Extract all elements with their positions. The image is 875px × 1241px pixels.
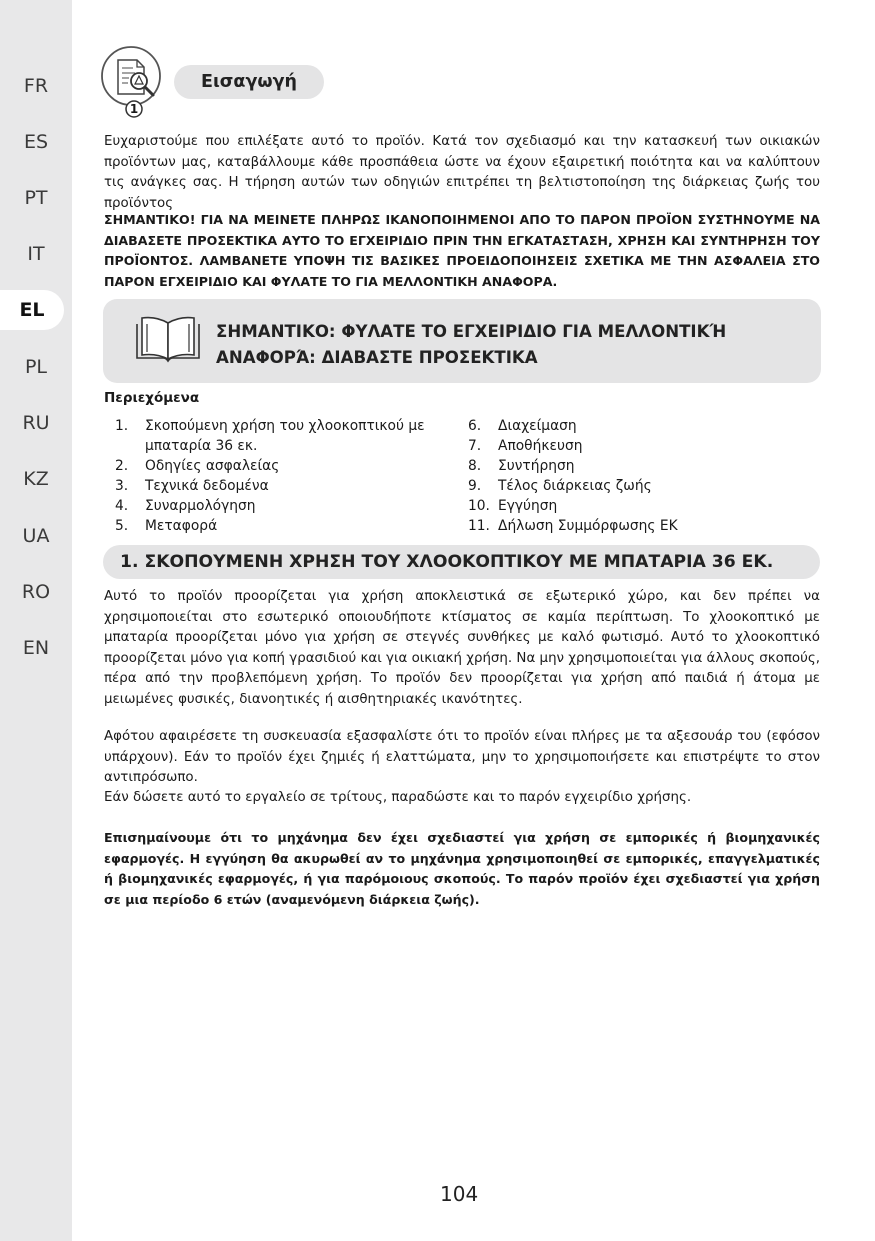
- lang-tab-en[interactable]: EN: [22, 637, 50, 659]
- toc-item[interactable]: [115, 516, 445, 536]
- lang-tab-it[interactable]: IT: [27, 243, 45, 265]
- toc-item-label: Αποθήκευση: [498, 438, 583, 454]
- intro-important-notice: ΣΗΜΑΝΤΙΚΟ! ΓΙΑ ΝΑ ΜΕΙΝΕΤΕ ΠΛΗΡΩΣ ΙΚΑΝΟΠΟΙΗΜΕΝΟΙ ΑΠΟ ΤΟ ΠΑΡΟΝ ΠΡΟΪΟΝ ΣΥΣΤΗΝΟΥΜΕ ΝΑ ΔΙΑΒΑΣΕΤΕ ΠΡΟΣΕΚΤΙΚΑ ΑΥΤΟ ΤΟ ΕΓΧΕΙΡΙΔΙΟ ΠΡΙΝ ΤΗΝ ΕΓΚΑΤΑΣΤΑΣΗ, ΧΡΗΣΗ ΚΑΙ ΣΥΝΤΗΡΗΣΗ ΤΟΥ ΠΡΟΪΟΝΤΟΣ. ΛΑΜΒΑΝΕΤΕ ΥΠΟΨΗ ΤΙΣ ΒΑΣΙΚΕΣ ΠΡΟΕΙΔΟΠΟΙΗΣΕΙΣ ΣΧΕΤΙΚΑ ΜΕ ΤΗΝ ΑΣΦΑΛΕΙΑ ΣΤΟ ΠΑΡΟΝ ΕΓΧΕΙΡΙΔΙΟ ΚΑΙ ΦΥΛΑΤΕ ΤΟ ΓΙΑ ΜΕΛΛΟΝΤΙΚΗ ΑΝΑΦΟΡΑ.: [104, 212, 820, 289]
- warning-line-2: ΑΝΑΦΟΡΆ: ΔΙΑΒΑΣΤΕ ΠΡΟΣΕΚΤΙΚΑ: [216, 348, 538, 367]
- lang-tab-pl[interactable]: PL: [24, 356, 48, 378]
- step-badge: 1: [129, 102, 139, 116]
- lang-tab-fr[interactable]: FR: [23, 75, 49, 97]
- open-book-icon: [133, 314, 203, 366]
- warning-text: [216, 319, 796, 371]
- toc-item-number: 2.: [115, 458, 129, 474]
- toc-list-right: [468, 416, 768, 536]
- lang-tab-ro[interactable]: RO: [21, 581, 51, 603]
- document-magnifier-icon: [101, 46, 165, 118]
- section-paragraph-1: Αυτό το προϊόν προορίζεται για χρήση αποκλειστικά σε εξωτερικό χώρο, και δεν πρέπει να χρησιμοποιείται στο εσωτερικό οποιουδήποτε κτίσματος σε καμία περίπτωση. Το χλοοκοπτικό με μπαταρία προορίζεται μόνο για χρήση σε στεγνές συνθήκες με καλό φωτισμό. Αυτό το χλοοκοπτικό προορίζεται μόνο για κοπή γρασιδιού και για οικιακή χρήση. Να μην χρησιμοποιείται για άλλους σκοπούς, πέρα από την προβλεπόμενη χρήση. Το προϊόν δεν προορίζεται για χρήση από παιδιά ή άτομα με μειωμένες φυσικές, διανοητικές ή αισθητηριακές ικανότητες.: [104, 589, 820, 707]
- toc-item-label: Τεχνικά δεδομένα: [145, 478, 269, 494]
- toc-item[interactable]: [468, 436, 768, 456]
- toc-item-number: 10.: [468, 498, 490, 514]
- toc-item-number: 4.: [115, 498, 129, 514]
- lang-tab-pt[interactable]: PT: [24, 187, 48, 209]
- toc-item-number: 7.: [468, 438, 482, 454]
- section-heading: 1. ΣΚΟΠΟΥΜΕΝΗ ΧΡΗΣΗ ΤΟΥ ΧΛΟΟΚΟΠΤΙΚΟΥ ΜΕ ΜΠΑΤΑΡΙΑ 36 ΕΚ.: [120, 552, 774, 572]
- toc-item-label: Συναρμολόγηση: [145, 498, 256, 514]
- toc-item-label: Συντήρηση: [498, 458, 575, 474]
- toc-item-number: 9.: [468, 478, 482, 494]
- toc-item[interactable]: [468, 496, 768, 516]
- toc-item[interactable]: [115, 496, 445, 516]
- toc-item-number: 11.: [468, 518, 490, 534]
- lang-tab-el[interactable]: EL: [0, 290, 64, 330]
- toc-item[interactable]: [468, 456, 768, 476]
- toc-item[interactable]: [115, 456, 445, 476]
- toc-item-number: 1.: [115, 418, 129, 434]
- toc-item-number: 5.: [115, 518, 129, 534]
- lang-tab-ua[interactable]: UA: [22, 525, 50, 547]
- toc-list-left: [115, 416, 445, 536]
- toc-item-label: Σκοπούμενη χρήση του χλοοκοπτικού με μπαταρία 36 εκ.: [145, 418, 425, 454]
- toc-item[interactable]: [115, 416, 445, 456]
- toc-item-label: Διαχείμαση: [498, 418, 577, 434]
- section-heading-bar: [103, 545, 820, 579]
- section-paragraph-3: Εάν δώσετε αυτό το εργαλείο σε τρίτους, παραδώστε και το παρόν εγχειρίδιο χρήσης.: [104, 790, 692, 805]
- toc-title: Περιεχόμενα: [104, 390, 200, 406]
- warning-box: [103, 299, 821, 383]
- toc-item[interactable]: [115, 476, 445, 496]
- toc-item-label: Τέλος διάρκειας ζωής: [498, 478, 652, 494]
- toc-item[interactable]: [468, 476, 768, 496]
- lang-tab-ru[interactable]: RU: [22, 412, 50, 434]
- toc-item-number: 8.: [468, 458, 482, 474]
- toc-item-label: Εγγύηση: [498, 498, 558, 514]
- toc-item-label: Μεταφορά: [145, 518, 218, 534]
- intro-paragraph: Ευχαριστούμε που επιλέξατε αυτό το προϊόν. Κατά τον σχεδιασμό και την κατασκευή των οικιακών προϊόντων μας, καταβάλλουμε κάθε προσπάθεια ώστε να έχουν εξαιρετική ποιότητα και να καλύπτουν τις ανάγκες σας. Η τήρηση αυτών των οδηγιών επιτρέπει τη βελτιστοποίηση της διάρκειας ζωής του προϊόντος: [104, 134, 820, 211]
- lang-tab-es[interactable]: ES: [23, 131, 49, 153]
- toc-item[interactable]: [468, 416, 768, 436]
- section-paragraph-2: Αφότου αφαιρέσετε τη συσκευασία εξασφαλίστε ότι το προϊόν είναι πλήρες με τα αξεσουάρ του (εφόσον υπάρχουν). Εάν το προϊόν έχει ζημιές ή ελαττώματα, μην το χρησιμοποιήσετε και επιστρέψτε το στον αντιπρόσωπο.: [104, 729, 820, 785]
- lang-tab-kz[interactable]: KZ: [23, 468, 49, 490]
- toc-item-number: 3.: [115, 478, 129, 494]
- page-number: 104: [440, 1182, 479, 1206]
- section-paragraph-4: Επισημαίνουμε ότι το μηχάνημα δεν έχει σχεδιαστεί για χρήση σε εμπορικές ή βιομηχανικές εφαρμογές. Η εγγύηση θα ακυρωθεί αν το μηχάνημα χρησιμοποιηθεί σε εμπορικές, επαγγελματικές ή βιομηχανικές εφαρμογές, ή για παρόμοιους σκοπούς. Το παρόν προϊόν έχει σχεδιαστεί για χρήση σε μια περίοδο 6 ετών (αναμενόμενη διάρκεια ζωής).: [104, 830, 820, 907]
- section-title-pill: Εισαγωγή: [174, 65, 324, 99]
- warning-line-1: ΣΗΜΑΝΤΙΚΟ: ΦΥΛΑΤΕ ΤΟ ΕΓΧΕΙΡΙΔΙΟ ΓΙΑ ΜΕΛΛΟΝΤΙΚΉ: [216, 322, 727, 341]
- language-sidebar: [0, 0, 72, 1241]
- toc-item-number: 6.: [468, 418, 482, 434]
- toc-item[interactable]: [468, 516, 768, 536]
- toc-item-label: Δήλωση Συμμόρφωσης ΕΚ: [498, 518, 678, 534]
- toc-item-label: Οδηγίες ασφαλείας: [145, 458, 280, 474]
